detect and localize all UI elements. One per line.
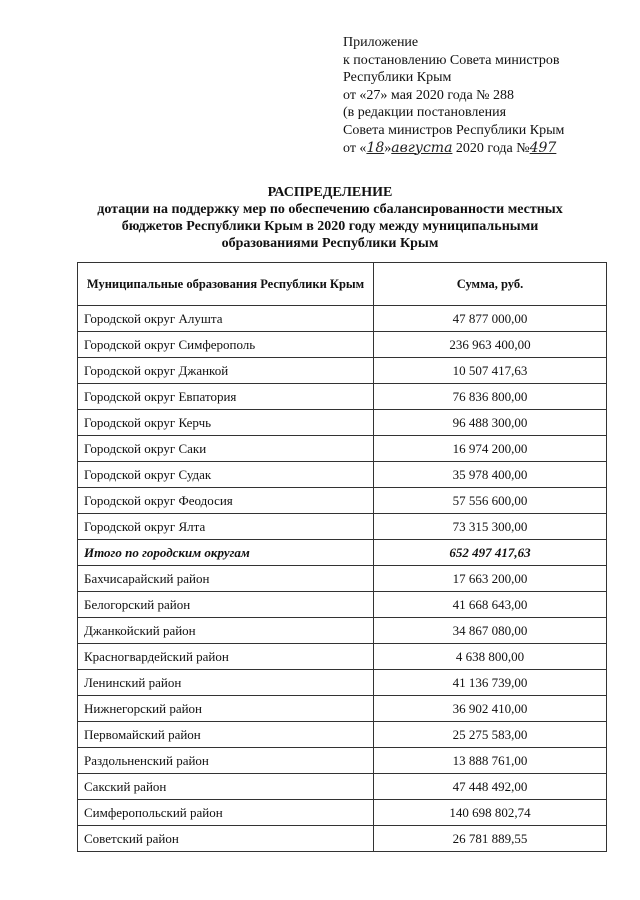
subsidy-sum: 73 315 300,00 — [374, 514, 607, 540]
appendix-amendment-date — [343, 140, 564, 158]
municipality-name: Сакский район — [78, 774, 374, 800]
municipality-name: Городской округ Керчь — [78, 410, 374, 436]
table-row — [78, 358, 607, 384]
table-row — [78, 592, 607, 618]
table-row — [78, 748, 607, 774]
table-row — [78, 306, 607, 332]
municipality-name: Советский район — [78, 826, 374, 852]
subsidy-sum: 25 275 583,00 — [374, 722, 607, 748]
subsidy-sum: 41 668 643,00 — [374, 592, 607, 618]
date-prefix: от « — [343, 140, 367, 156]
subsidy-sum: 17 663 200,00 — [374, 566, 607, 592]
subsidy-sum: 10 507 417,63 — [374, 358, 607, 384]
municipality-name: Раздольненский район — [78, 748, 374, 774]
municipality-name: Джанкойский район — [78, 618, 374, 644]
appendix-line: к постановлению Совета министров — [343, 52, 560, 68]
handwritten-number: 497 — [529, 139, 557, 156]
municipality-name: Городской округ Судак — [78, 462, 374, 488]
subsidy-sum: 57 556 600,00 — [374, 488, 607, 514]
subsidy-sum: 76 836 800,00 — [374, 384, 607, 410]
title-line: образованиями Республики Крым — [221, 236, 439, 251]
municipality-name: Городской округ Ялта — [78, 514, 374, 540]
subsidy-sum: 4 638 800,00 — [374, 644, 607, 670]
distribution-table — [77, 262, 607, 852]
municipality-name: Симферопольский район — [78, 800, 374, 826]
appendix-line: от «27» мая 2020 года № 288 — [343, 87, 515, 103]
table-row — [78, 462, 607, 488]
table-row — [78, 618, 607, 644]
municipality-name: Красногвардейский район — [78, 644, 374, 670]
subsidy-sum: 16 974 200,00 — [374, 436, 607, 462]
date-year: 2020 года № — [455, 140, 530, 156]
subsidy-sum: 652 497 417,63 — [374, 540, 607, 566]
table-row — [78, 410, 607, 436]
subsidy-sum: 35 978 400,00 — [374, 462, 607, 488]
table-row — [78, 696, 607, 722]
table-row — [78, 722, 607, 748]
municipality-name: Городской округ Алушта — [78, 306, 374, 332]
subsidy-sum: 36 902 410,00 — [374, 696, 607, 722]
municipality-name: Итого по городским округам — [78, 540, 374, 566]
title-line: дотации на поддержку мер по обеспечению сбалансированности местных — [97, 202, 563, 217]
date-mid: » — [384, 140, 392, 156]
municipality-name: Ленинский район — [78, 670, 374, 696]
subsidy-sum: 236 963 400,00 — [374, 332, 607, 358]
subsidy-sum: 47 448 492,00 — [374, 774, 607, 800]
subsidy-sum: 13 888 761,00 — [374, 748, 607, 774]
handwritten-month: августа — [391, 139, 453, 156]
table-total-row — [78, 540, 607, 566]
table-row — [78, 488, 607, 514]
table-row — [78, 826, 607, 852]
municipality-name: Городской округ Джанкой — [78, 358, 374, 384]
appendix-line: Республики Крым — [343, 70, 452, 86]
municipality-name: Городской округ Симферополь — [78, 332, 374, 358]
appendix-line: Совета министров Республики Крым — [343, 122, 565, 138]
title-line: бюджетов Республики Крым в 2020 году между муниципальными — [121, 219, 539, 234]
municipality-name: Первомайский район — [78, 722, 374, 748]
appendix-header — [343, 34, 564, 157]
document-title — [60, 184, 600, 252]
column-header-municipality: Муниципальные образования Республики Крым — [78, 263, 374, 306]
table-row — [78, 566, 607, 592]
subsidy-sum: 47 877 000,00 — [374, 306, 607, 332]
municipality-name: Нижнегорский район — [78, 696, 374, 722]
table-row — [78, 384, 607, 410]
appendix-line: (в редакции постановления — [343, 105, 507, 121]
municipality-name: Городской округ Саки — [78, 436, 374, 462]
municipality-name: Бахчисарайский район — [78, 566, 374, 592]
table-row — [78, 800, 607, 826]
municipality-name: Городской округ Евпатория — [78, 384, 374, 410]
subsidy-sum: 140 698 802,74 — [374, 800, 607, 826]
table-row — [78, 774, 607, 800]
subsidy-sum: 26 781 889,55 — [374, 826, 607, 852]
subsidy-sum: 34 867 080,00 — [374, 618, 607, 644]
column-header-sum: Сумма, руб. — [374, 263, 607, 306]
handwritten-day: 18 — [366, 139, 385, 156]
subsidy-sum: 96 488 300,00 — [374, 410, 607, 436]
table-row — [78, 436, 607, 462]
table-row — [78, 670, 607, 696]
municipality-name: Городской округ Феодосия — [78, 488, 374, 514]
table-row — [78, 644, 607, 670]
title-heading: РАСПРЕДЕЛЕНИЕ — [267, 185, 393, 200]
subsidy-sum: 41 136 739,00 — [374, 670, 607, 696]
municipality-name: Белогорский район — [78, 592, 374, 618]
appendix-line: Приложение — [343, 35, 419, 50]
table-row — [78, 514, 607, 540]
table-row — [78, 332, 607, 358]
